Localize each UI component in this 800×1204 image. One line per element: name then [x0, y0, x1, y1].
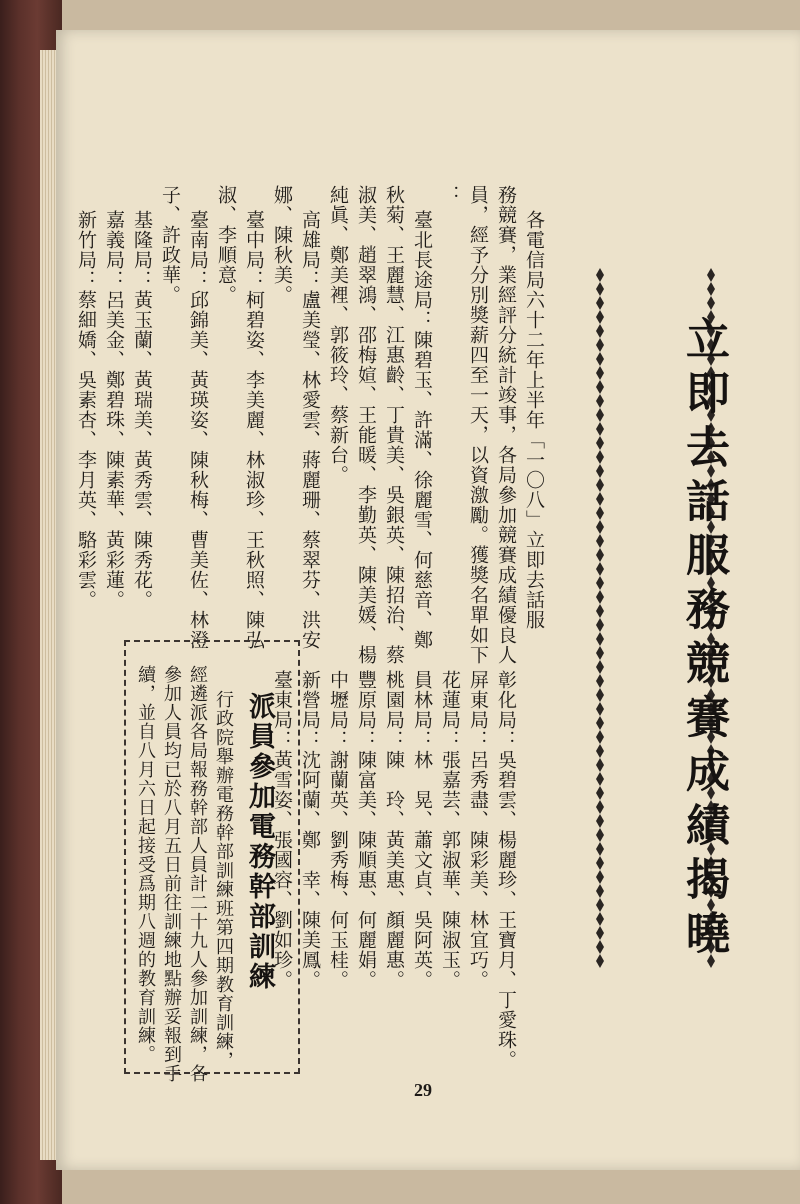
- award-line: 子、許政華。: [159, 185, 181, 305]
- award-line: 臺東局：黃雪姿、張國容、劉如珍。: [271, 670, 293, 990]
- award-line: 臺南局：邱錦美、黃瑛姿、陳秋梅、曹美佐、林澄: [187, 210, 209, 650]
- award-line: 桃園局：陳 玲、黃美惠、顏麗惠。: [383, 670, 405, 990]
- award-line: 娜、陳秋美。: [271, 185, 293, 305]
- award-line: 臺中局：柯碧姿、李美麗、林淑珍、王秋照、陳弘: [243, 210, 265, 650]
- award-line: 中壢局：謝蘭英、劉秀梅、何玉桂。: [327, 670, 349, 990]
- award-line: 彰化局：吳碧雲、楊麗珍、王寶月、丁愛珠。: [495, 670, 517, 1070]
- notice-line: 參加人員均已於八月五日前往訓練地點辦妥報到手: [161, 665, 182, 1083]
- award-line: 屏東局：呂秀盡、陳彩美、林宜巧。: [467, 670, 489, 990]
- notice-title: 派員參加電務幹部訓練: [244, 692, 275, 992]
- intro-line: 務競賽，業經評分統計竣事，各局參加競賽成績優良人: [495, 185, 517, 665]
- page-number: 29: [414, 1080, 432, 1100]
- notice-line: 續，並自八月六日起接受爲期八週的教育訓練。: [135, 665, 156, 1064]
- intro-line: 各電信局六十二年上半年「一〇八」立即去話服: [523, 210, 545, 630]
- notice-line: 行政院舉辦電務幹部訓練班第四期教育訓練，: [213, 690, 234, 1070]
- award-line: 臺北長途局：陳碧玉、許滿、徐麗雪、何慈音、鄭: [411, 210, 433, 650]
- award-line: 新營局：沈阿蘭、鄭 幸、陳美鳳。: [299, 670, 321, 990]
- award-line: 基隆局：黃玉蘭、黃瑞美、黃秀雲、陳秀花。: [131, 210, 153, 610]
- award-line: 嘉義局：呂美金、鄭碧珠、陳素華、黃彩蓮。: [103, 210, 125, 610]
- award-line: 秋菊、王麗慧、江惠齡、丁貴美、吳銀英、陳招治、蔡: [383, 185, 405, 665]
- intro-line: ：: [439, 185, 461, 205]
- intro-line: 員，經予分別獎薪四至一天，以資激勵。獲獎名單如下: [467, 185, 489, 665]
- award-line: 花蓮局：張嘉芸、郭淑華、陳淑玉。: [439, 670, 461, 990]
- title-rule-left: [596, 268, 604, 968]
- award-line: 淑、李順意。: [215, 185, 237, 305]
- award-line: 新竹局：蔡細嬌、吳素杏、李月英、駱彩雲。: [75, 210, 97, 610]
- award-line: 員林局：林 晃、蕭文貞、吳阿英。: [411, 670, 433, 990]
- article-title: 立即去話服務競賽成績揭曉: [678, 316, 729, 964]
- award-line: 淑美、趙翠鴻、邵梅媗、王能暖、李勤英、陳美媛、楊: [355, 185, 377, 665]
- notice-line: 經遴派各局報務幹部人員計二十九人參加訓練，各: [187, 665, 208, 1083]
- award-line: 豐原局：陳富美、陳順惠、何麗娟。: [355, 670, 377, 990]
- award-line: 高雄局：盧美瑩、林愛雲、蔣麗珊、蔡翠芬、洪安: [299, 210, 321, 650]
- award-line: 純眞、鄭美裡、郭筱玲、蔡新台。: [327, 185, 349, 485]
